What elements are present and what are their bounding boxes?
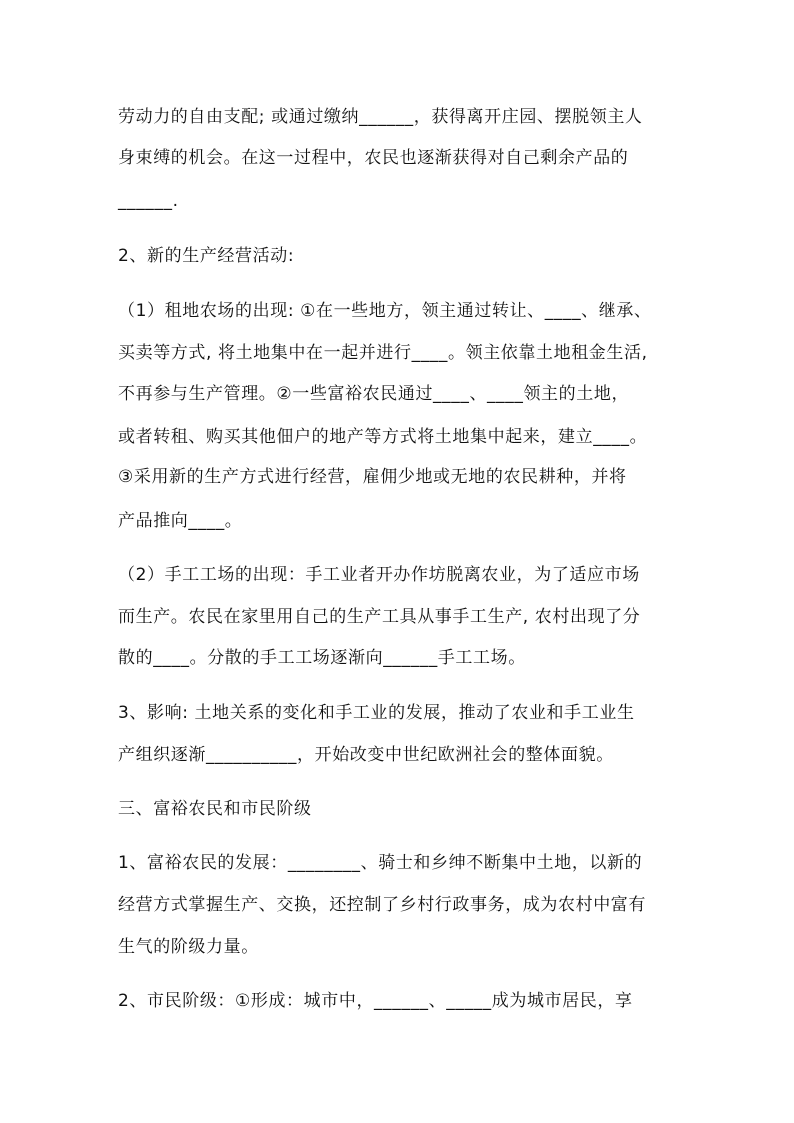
text-line: ______.	[118, 191, 179, 211]
text-line: 不再参与生产管理。②一些富裕农民通过____、____领主的土地，	[118, 384, 630, 404]
text-line: 生气的阶级力量。	[118, 937, 259, 957]
text-line: 1、富裕农民的发展：________、骑士和乡绅不断集中土地，以新的	[118, 853, 643, 873]
section-heading: 三、富裕农民和市民阶级	[118, 799, 312, 819]
text-line: 经营方式掌握生产、交换，还控制了乡村行政事务，成为农村中富有	[118, 895, 646, 915]
text-line: 而生产。农民在家里用自己的生产工具从事手工生产, 农村出现了分	[118, 607, 641, 627]
text-line: （2）手工工场的出现：手工业者开办作坊脱离农业，为了适应市场	[118, 565, 640, 585]
text-line: 或者转租、购买其他佃户的地产等方式将土地集中起来，建立____。	[118, 427, 648, 447]
text-line: 产品推向____。	[118, 511, 243, 531]
text-line: （1）租地农场的出现: ①在一些地方，领主通过转让、____、继承、	[118, 301, 652, 321]
section-heading: 2、新的生产经营活动:	[118, 246, 295, 266]
text-line: 劳动力的自由支配; 或通过缴纳______，获得离开庄园、摆脱领主人	[118, 107, 643, 127]
text-line: 2、市民阶级：①形成：城市中，______、_____成为城市居民，享	[118, 991, 633, 1011]
text-line: 买卖等方式, 将土地集中在一起并进行____。领主依靠土地租金生活,	[118, 343, 648, 363]
text-line: 3、影响: 土地关系的变化和手工业的发展，推动了农业和手工业生	[118, 703, 635, 723]
text-line: 散的____。分散的手工工场逐渐向______手工工场。	[118, 648, 526, 668]
text-line: 身束缚的机会。在这一过程中，农民也逐渐获得对自己剩余产品的	[118, 148, 629, 168]
text-line: 产组织逐渐__________，开始改变中世纪欧洲社会的整体面貌。	[118, 745, 614, 765]
text-line: ③采用新的生产方式进行经营，雇佣少地或无地的农民耕种，并将	[118, 467, 627, 487]
